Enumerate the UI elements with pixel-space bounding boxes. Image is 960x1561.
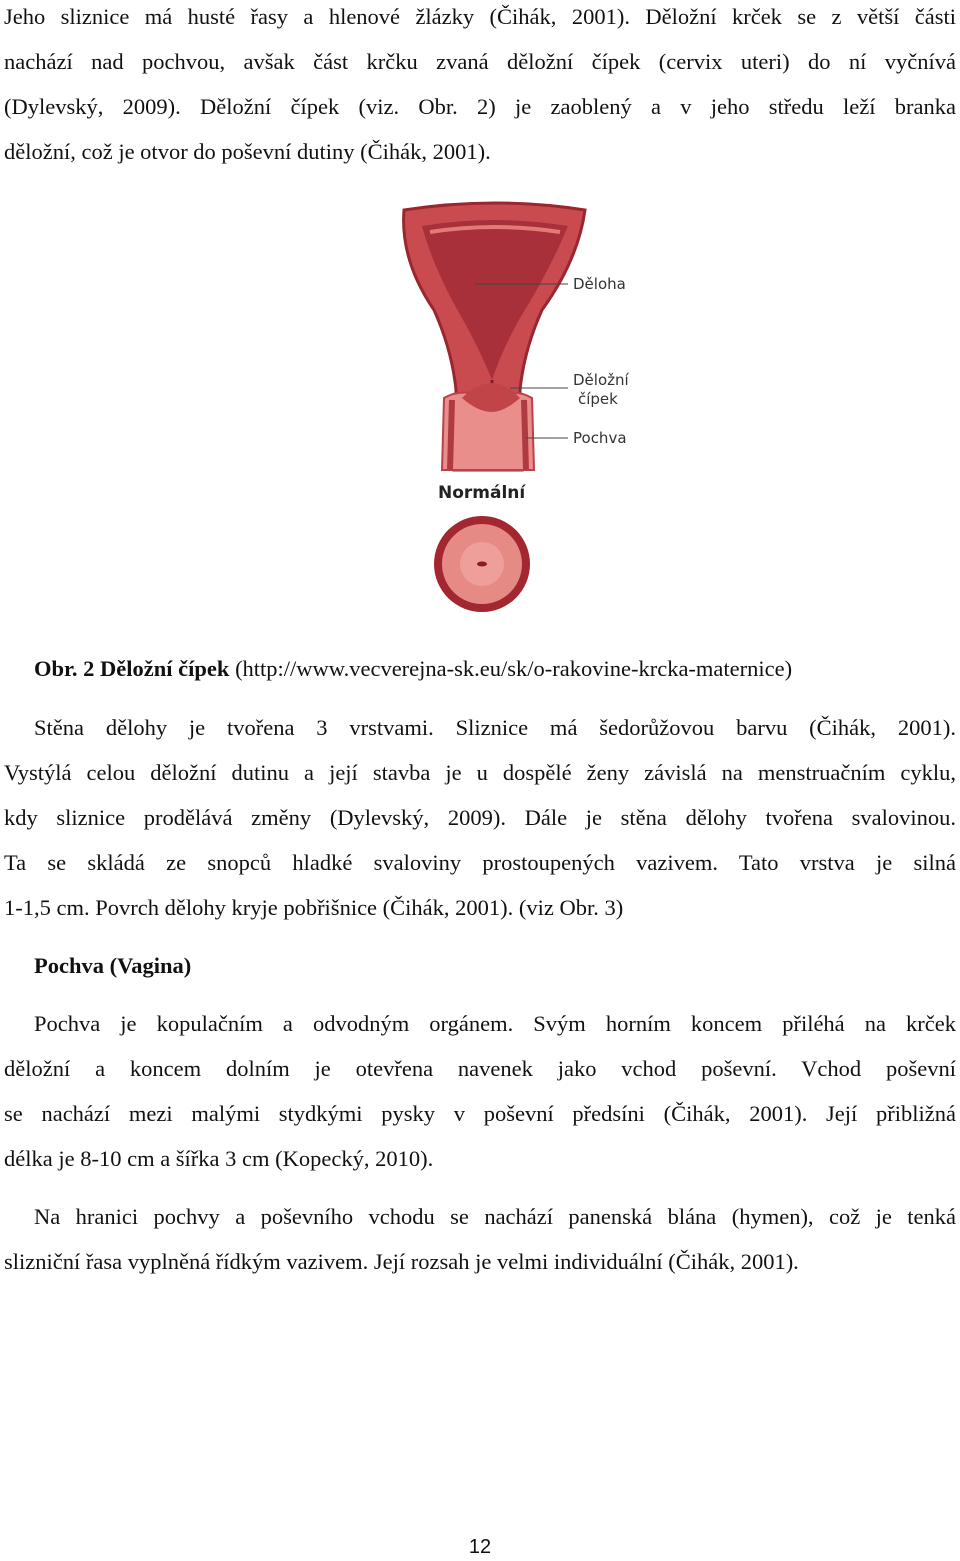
section-heading: Pochva (Vagina) (34, 953, 192, 978)
page-number: 12 (468, 1536, 492, 1558)
label-uterus: Děloha (573, 275, 626, 293)
label-normal: Normální (438, 483, 526, 503)
paragraph1-line-3: kdy sliznice prodělává změny (Dylevský, 2009). Dále je stěna dělohy tvořena svalovinou. (4, 805, 956, 830)
paragraph2-line-4: délka je 8-10 cm a šířka 3 cm (Kopecký, 2010). (4, 1146, 434, 1171)
paragraph2-line-2: děložní a koncem dolním je otevřena navenek jako vchod poševní. Vchod poševní (4, 1056, 956, 1081)
caption-title: Obr. 2 Děložní čípek (34, 656, 230, 681)
paragraph3-line-2: slizniční řasa vyplněná řídkým vazivem. Její rozsah je velmi individuální (Čihák, 2001). (4, 1249, 799, 1274)
cervix-figure (400, 200, 700, 620)
figure-caption (34, 654, 792, 684)
paragraph2-line-1: Pochva je kopulačním a odvodným orgánem. Svým horním koncem přiléhá na krček (34, 1011, 956, 1036)
paragraph3-line-1: Na hranici pochvy a poševního vchodu se nachází panenská blána (hymen), což je tenká (34, 1204, 956, 1229)
caption-source: (http://www.vecverejna-sk.eu/sk/o-rakovine-krcka-maternice) (229, 656, 793, 681)
intro-line-4: děložní, což je otvor do poševní dutiny (Čihák, 2001). (4, 139, 491, 164)
label-vagina: Pochva (573, 429, 627, 447)
label-cervix-line2: čípek (578, 390, 618, 408)
intro-line-2: nachází nad pochvou, avšak část krčku zvaná děložní čípek (cervix uteri) do ní vyčnívá (4, 49, 956, 74)
cervical-os (477, 562, 487, 567)
paragraph1-line-1: Stěna dělohy je tvořena 3 vrstvami. Sliznice má šedorůžovou barvu (Čihák, 2001). (34, 715, 956, 740)
paragraph1-line-2: Vystýlá celou děložní dutinu a její stavba je u dospělé ženy závislá na menstruačním cyklu, (4, 760, 956, 785)
intro-line-1: Jeho sliznice má husté řasy a hlenové žlázky (Čihák, 2001). Děložní krček se z větší části (4, 4, 956, 29)
paragraph1-line-5: 1-1,5 cm. Povrch dělohy kryje pobřišnice (Čihák, 2001). (viz Obr. 3) (4, 895, 624, 920)
paragraph1-line-4: Ta se skládá ze snopců hladké svaloviny prostoupených vazivem. Tato vrstva je silná (4, 850, 956, 875)
cervix-illustration (400, 200, 700, 620)
intro-line-3: (Dylevský, 2009). Děložní čípek (viz. Obr. 2) je zaoblený a v jeho středu leží branka (4, 94, 956, 119)
label-cervix-line1: Děložní (573, 371, 629, 389)
paragraph2-line-3: se nachází mezi malými stydkými pysky v poševní předsíni (Čihák, 2001). Její přibližná (4, 1101, 956, 1126)
